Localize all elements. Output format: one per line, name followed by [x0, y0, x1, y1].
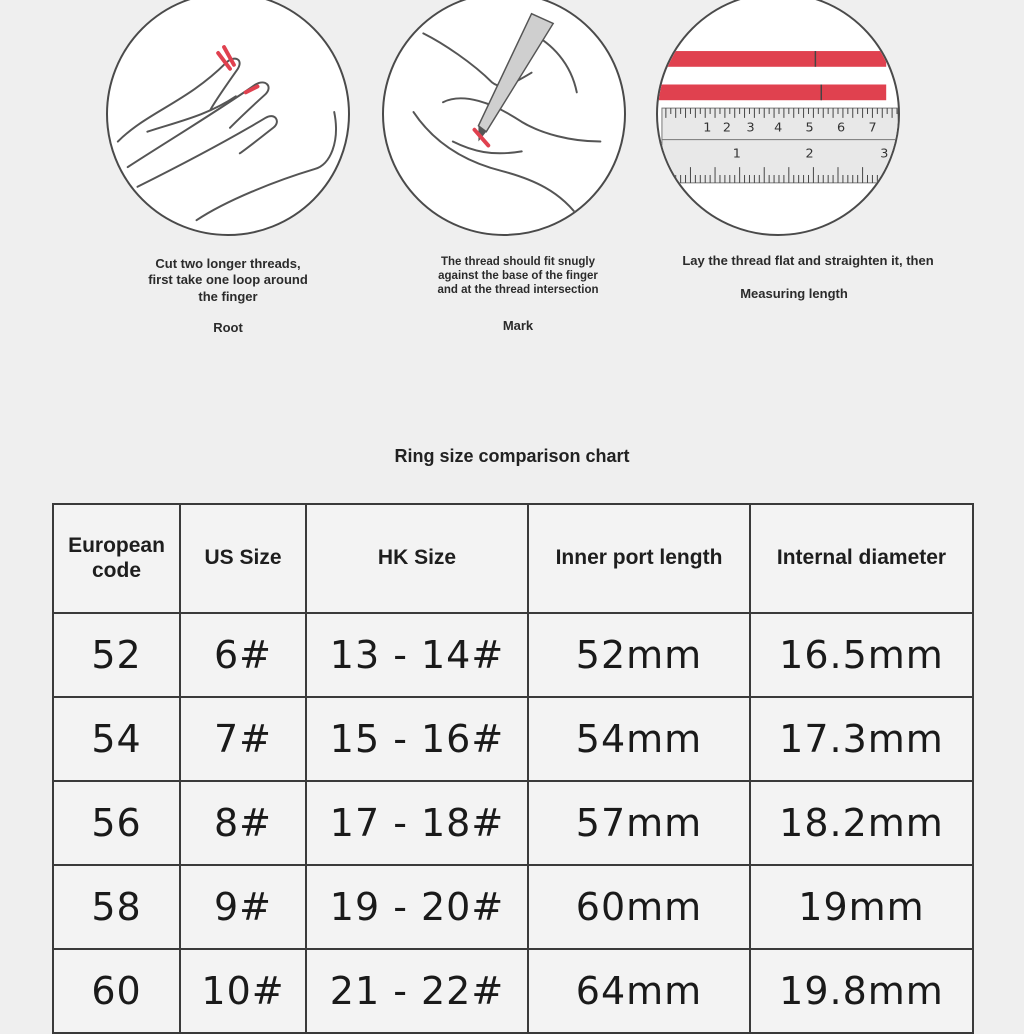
ruler-label: 3 — [746, 120, 755, 136]
cell-hk-size: 17 - 18# — [306, 781, 528, 865]
cell-inner-port-length: 57mm — [528, 781, 750, 865]
ruler-label: 2 — [722, 120, 732, 136]
chart-title: Ring size comparison chart — [394, 446, 630, 466]
header-us-size: US Size — [180, 504, 306, 613]
ruler-label: 6 — [837, 120, 846, 136]
table-row — [53, 697, 973, 781]
ruler-label: 3 — [880, 146, 889, 162]
cell-internal-diameter: 19mm — [750, 865, 973, 949]
cell-internal-diameter: 16.5mm — [750, 613, 973, 697]
cell-us-size: 7# — [180, 697, 306, 781]
cell-european-code: 52 — [53, 613, 180, 697]
pen-marking-thread-illustration — [382, 0, 626, 236]
ruler-label: 5 — [805, 120, 814, 136]
ruler-label: 4 — [774, 120, 783, 136]
step-1-sublabel: Root — [213, 320, 243, 335]
pen-icon — [384, 0, 624, 234]
hand-icon — [108, 0, 348, 234]
cell-european-code: 56 — [53, 781, 180, 865]
cell-inner-port-length: 54mm — [528, 697, 750, 781]
caption-line: The thread should fit snugly — [441, 256, 595, 268]
ruler-label: 1 — [703, 120, 712, 136]
cell-hk-size: 21 - 22# — [306, 949, 528, 1033]
step-2-sublabel: Mark — [502, 318, 534, 333]
ruler-label: 2 — [805, 146, 814, 162]
cell-us-size: 10# — [180, 949, 306, 1033]
cell-hk-size: 13 - 14# — [306, 613, 528, 697]
cell-us-size: 9# — [180, 865, 306, 949]
step-3-caption — [660, 253, 956, 269]
caption-line: and at the thread intersection — [437, 283, 599, 296]
hand-thread-loop-illustration — [106, 0, 350, 236]
cell-inner-port-length: 52mm — [528, 613, 750, 697]
ruler-measuring-illustration — [656, 0, 900, 236]
ring-size-table — [52, 503, 974, 1034]
caption-line: first take one loop around — [148, 272, 308, 288]
ruler-icon — [658, 0, 898, 234]
caption-line: the finger — [198, 288, 258, 304]
ruler-label: 7 — [868, 120, 877, 136]
caption-line: against the base of the finger — [438, 269, 598, 282]
cell-internal-diameter: 18.2mm — [750, 781, 973, 865]
ruler-label: 1 — [732, 146, 741, 162]
cell-european-code: 60 — [53, 949, 180, 1033]
table-header-row — [53, 504, 973, 613]
cell-us-size: 8# — [180, 781, 306, 865]
table-row — [53, 781, 973, 865]
header-internal-diameter: Internal diameter — [750, 504, 973, 613]
cell-inner-port-length: 60mm — [528, 865, 750, 949]
step-3-sublabel: Measuring length — [740, 286, 848, 301]
header-inner-port-length: Inner port length — [528, 504, 750, 613]
table-row — [53, 949, 973, 1033]
table-row — [53, 865, 973, 949]
caption-line: Cut two longer threads, — [155, 256, 301, 271]
table-row — [53, 613, 973, 697]
cell-internal-diameter: 17.3mm — [750, 697, 973, 781]
cell-european-code: 54 — [53, 697, 180, 781]
cell-inner-port-length: 64mm — [528, 949, 750, 1033]
step-1-caption — [128, 256, 328, 305]
cell-us-size: 6# — [180, 613, 306, 697]
caption-line: Lay the thread flat and straighten it, then — [682, 253, 934, 268]
cell-internal-diameter: 19.8mm — [750, 949, 973, 1033]
header-hk-size: HK Size — [306, 504, 528, 613]
cell-hk-size: 19 - 20# — [306, 865, 528, 949]
cell-hk-size: 15 - 16# — [306, 697, 528, 781]
cell-european-code: 58 — [53, 865, 180, 949]
header-european-code: European code — [53, 504, 180, 613]
step-2-caption — [420, 256, 616, 297]
